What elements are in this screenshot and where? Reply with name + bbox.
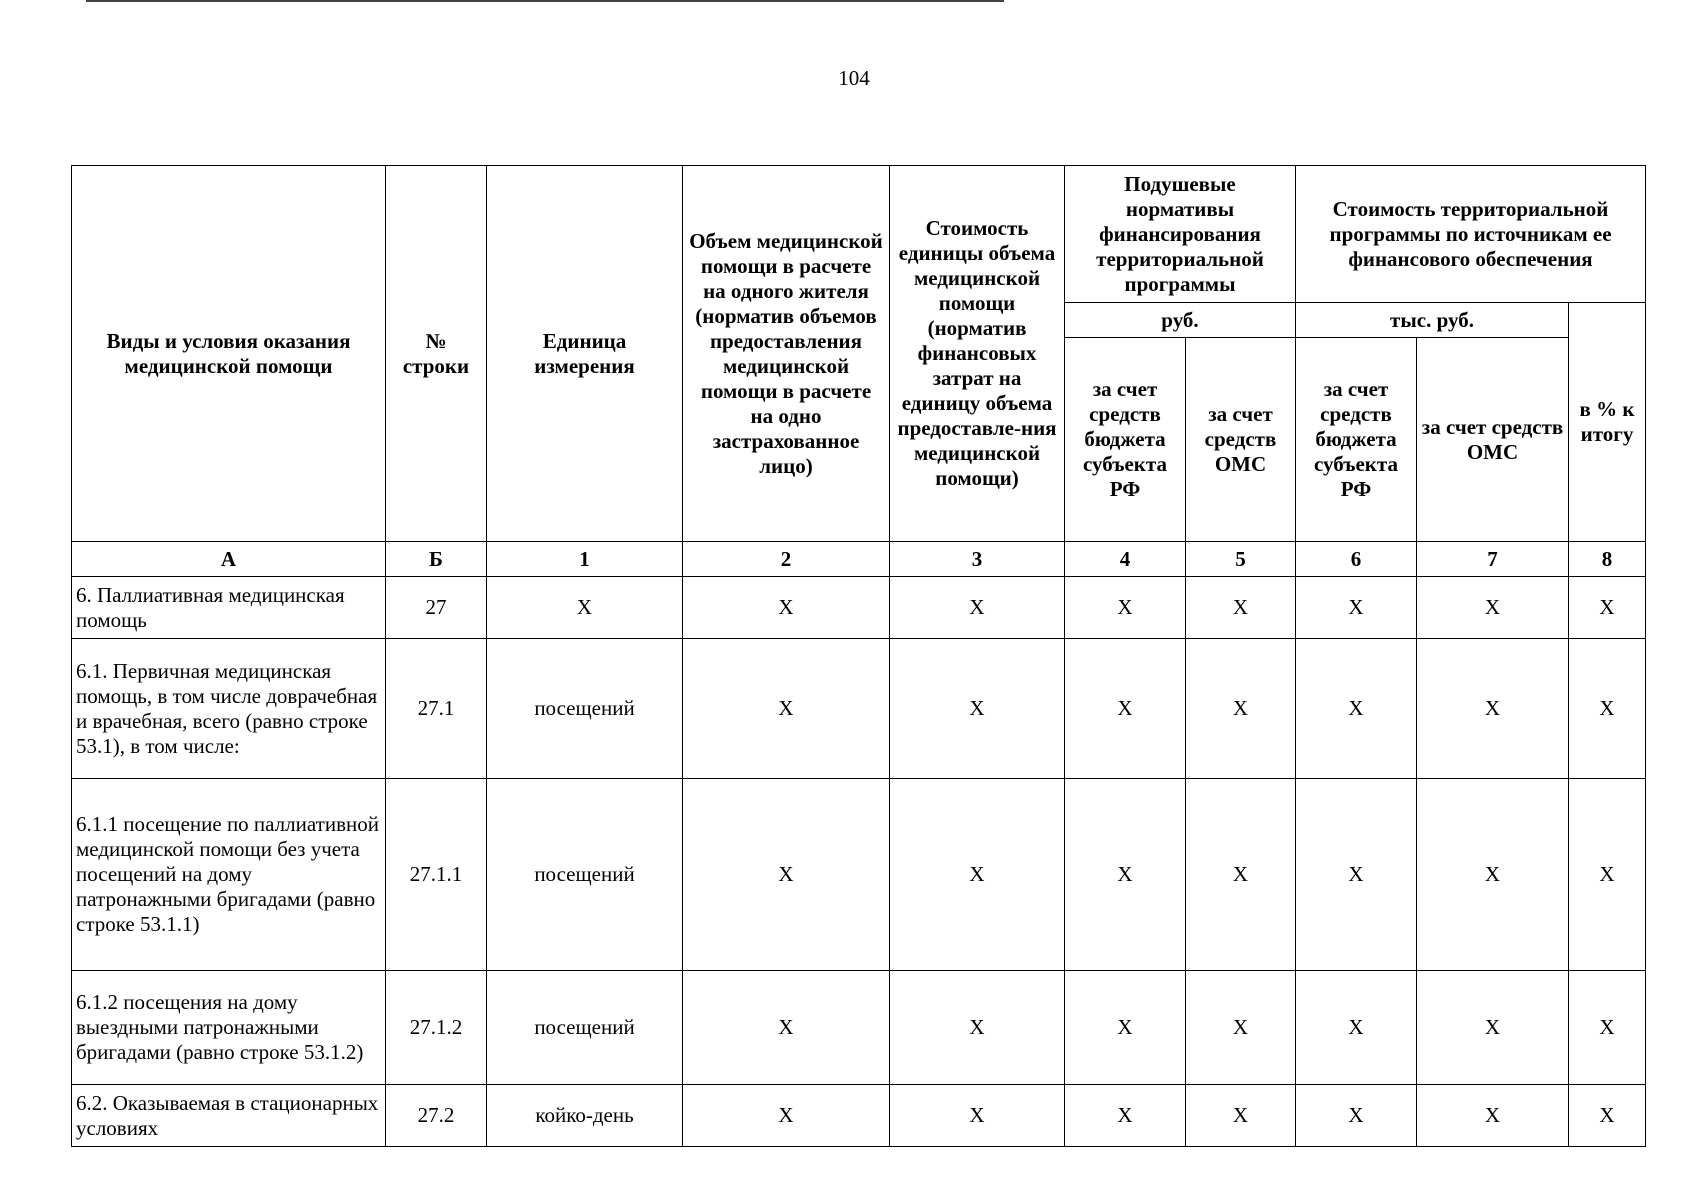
index-cell: 3 (890, 542, 1065, 577)
header-oms-rub: за счет средств ОМС (1186, 338, 1296, 542)
row-value: Х (1065, 639, 1186, 779)
header-oms-thous: за счет средств ОМС (1417, 338, 1569, 542)
table-row (72, 577, 1646, 639)
row-value: Х (1417, 1085, 1569, 1147)
row-name: 6.2. Оказываемая в стационарных условиях (72, 1085, 386, 1147)
header-thous-rub: тыс. руб. (1296, 303, 1569, 338)
row-name: 6.1.1 посещение по паллиативной медицинской помощи без учета посещений на дому патронажными бригадами (равно строке 53.1.1) (72, 779, 386, 971)
table-row (72, 779, 1646, 971)
index-cell: 2 (683, 542, 890, 577)
index-cell: 4 (1065, 542, 1186, 577)
page-number: 104 (838, 66, 870, 90)
row-value: Х (683, 971, 890, 1085)
row-value: Х (890, 577, 1065, 639)
row-unit: посещений (487, 779, 683, 971)
index-cell: 7 (1417, 542, 1569, 577)
row-value: Х (1296, 577, 1417, 639)
index-cell: Б (386, 542, 487, 577)
row-value: Х (1417, 577, 1569, 639)
row-number: 27.1 (386, 639, 487, 779)
row-value: Х (1417, 779, 1569, 971)
row-number: 27.1.1 (386, 779, 487, 971)
row-number: 27 (386, 577, 487, 639)
header-budget-rub: за счет средств бюджета субъекта РФ (1065, 338, 1186, 542)
table-row (72, 1085, 1646, 1147)
row-value: Х (683, 779, 890, 971)
table-row (72, 971, 1646, 1085)
row-value: Х (1065, 779, 1186, 971)
header-row-number: № строки (386, 166, 487, 542)
header-percent: в % к итогу (1569, 303, 1646, 542)
row-value: Х (1065, 1085, 1186, 1147)
row-value: Х (1296, 1085, 1417, 1147)
row-value: Х (683, 1085, 890, 1147)
row-value: Х (1417, 639, 1569, 779)
index-cell: 8 (1569, 542, 1646, 577)
header-unit: Единица измерения (487, 166, 683, 542)
row-name: 6. Паллиативная медицинская помощь (72, 577, 386, 639)
row-value: Х (1296, 779, 1417, 971)
header-per-capita: Подушевые нормативы финансирования территориальной программы (1065, 166, 1296, 303)
row-value: Х (1186, 577, 1296, 639)
header-unit-cost: Стоимость единицы объема медицинской помощи (норматив финансовых затрат на единицу объема предоставле-ния медицинской помощи) (890, 166, 1065, 542)
row-name: 6.1. Первичная медицинская помощь, в том числе доврачебная и врачебная, всего (равно строке 53.1), в том числе: (72, 639, 386, 779)
top-rule (86, 0, 1004, 2)
header-program-cost: Стоимость территориальной программы по источникам ее финансового обеспечения (1296, 166, 1646, 303)
row-value: Х (1186, 639, 1296, 779)
row-value: Х (1569, 577, 1646, 639)
row-unit: Х (487, 577, 683, 639)
header-rub: руб. (1065, 303, 1296, 338)
row-value: Х (1569, 971, 1646, 1085)
row-value: Х (1065, 577, 1186, 639)
row-name: 6.1.2 посещения на дому выездными патронажными бригадами (равно строке 53.1.2) (72, 971, 386, 1085)
table-row (72, 639, 1646, 779)
row-unit: койко-день (487, 1085, 683, 1147)
row-value: Х (1186, 1085, 1296, 1147)
row-value: Х (683, 577, 890, 639)
row-value: Х (1569, 1085, 1646, 1147)
row-unit: посещений (487, 639, 683, 779)
row-value: Х (1186, 971, 1296, 1085)
row-value: Х (683, 639, 890, 779)
row-value: Х (890, 1085, 1065, 1147)
header-volume: Объем медицинской помощи в расчете на одного жителя (норматив объемов предоставления медицинской помощи в расчете на одно застрахованное лицо) (683, 166, 890, 542)
row-value: Х (1296, 639, 1417, 779)
row-number: 27.2 (386, 1085, 487, 1147)
row-number: 27.1.2 (386, 971, 487, 1085)
row-value: Х (890, 971, 1065, 1085)
index-cell: 1 (487, 542, 683, 577)
row-value: Х (1569, 639, 1646, 779)
row-value: Х (1569, 779, 1646, 971)
index-cell: 5 (1186, 542, 1296, 577)
column-index-row (72, 542, 1646, 577)
row-value: Х (1296, 971, 1417, 1085)
row-value: Х (1417, 971, 1569, 1085)
row-value: Х (1186, 779, 1296, 971)
index-cell: А (72, 542, 386, 577)
header-kinds: Виды и условия оказания медицинской помощи (72, 166, 386, 542)
header-budget-thous: за счет средств бюджета субъекта РФ (1296, 338, 1417, 542)
row-value: Х (890, 639, 1065, 779)
row-value: Х (890, 779, 1065, 971)
financing-table (71, 165, 1646, 1147)
row-value: Х (1065, 971, 1186, 1085)
index-cell: 6 (1296, 542, 1417, 577)
row-unit: посещений (487, 971, 683, 1085)
